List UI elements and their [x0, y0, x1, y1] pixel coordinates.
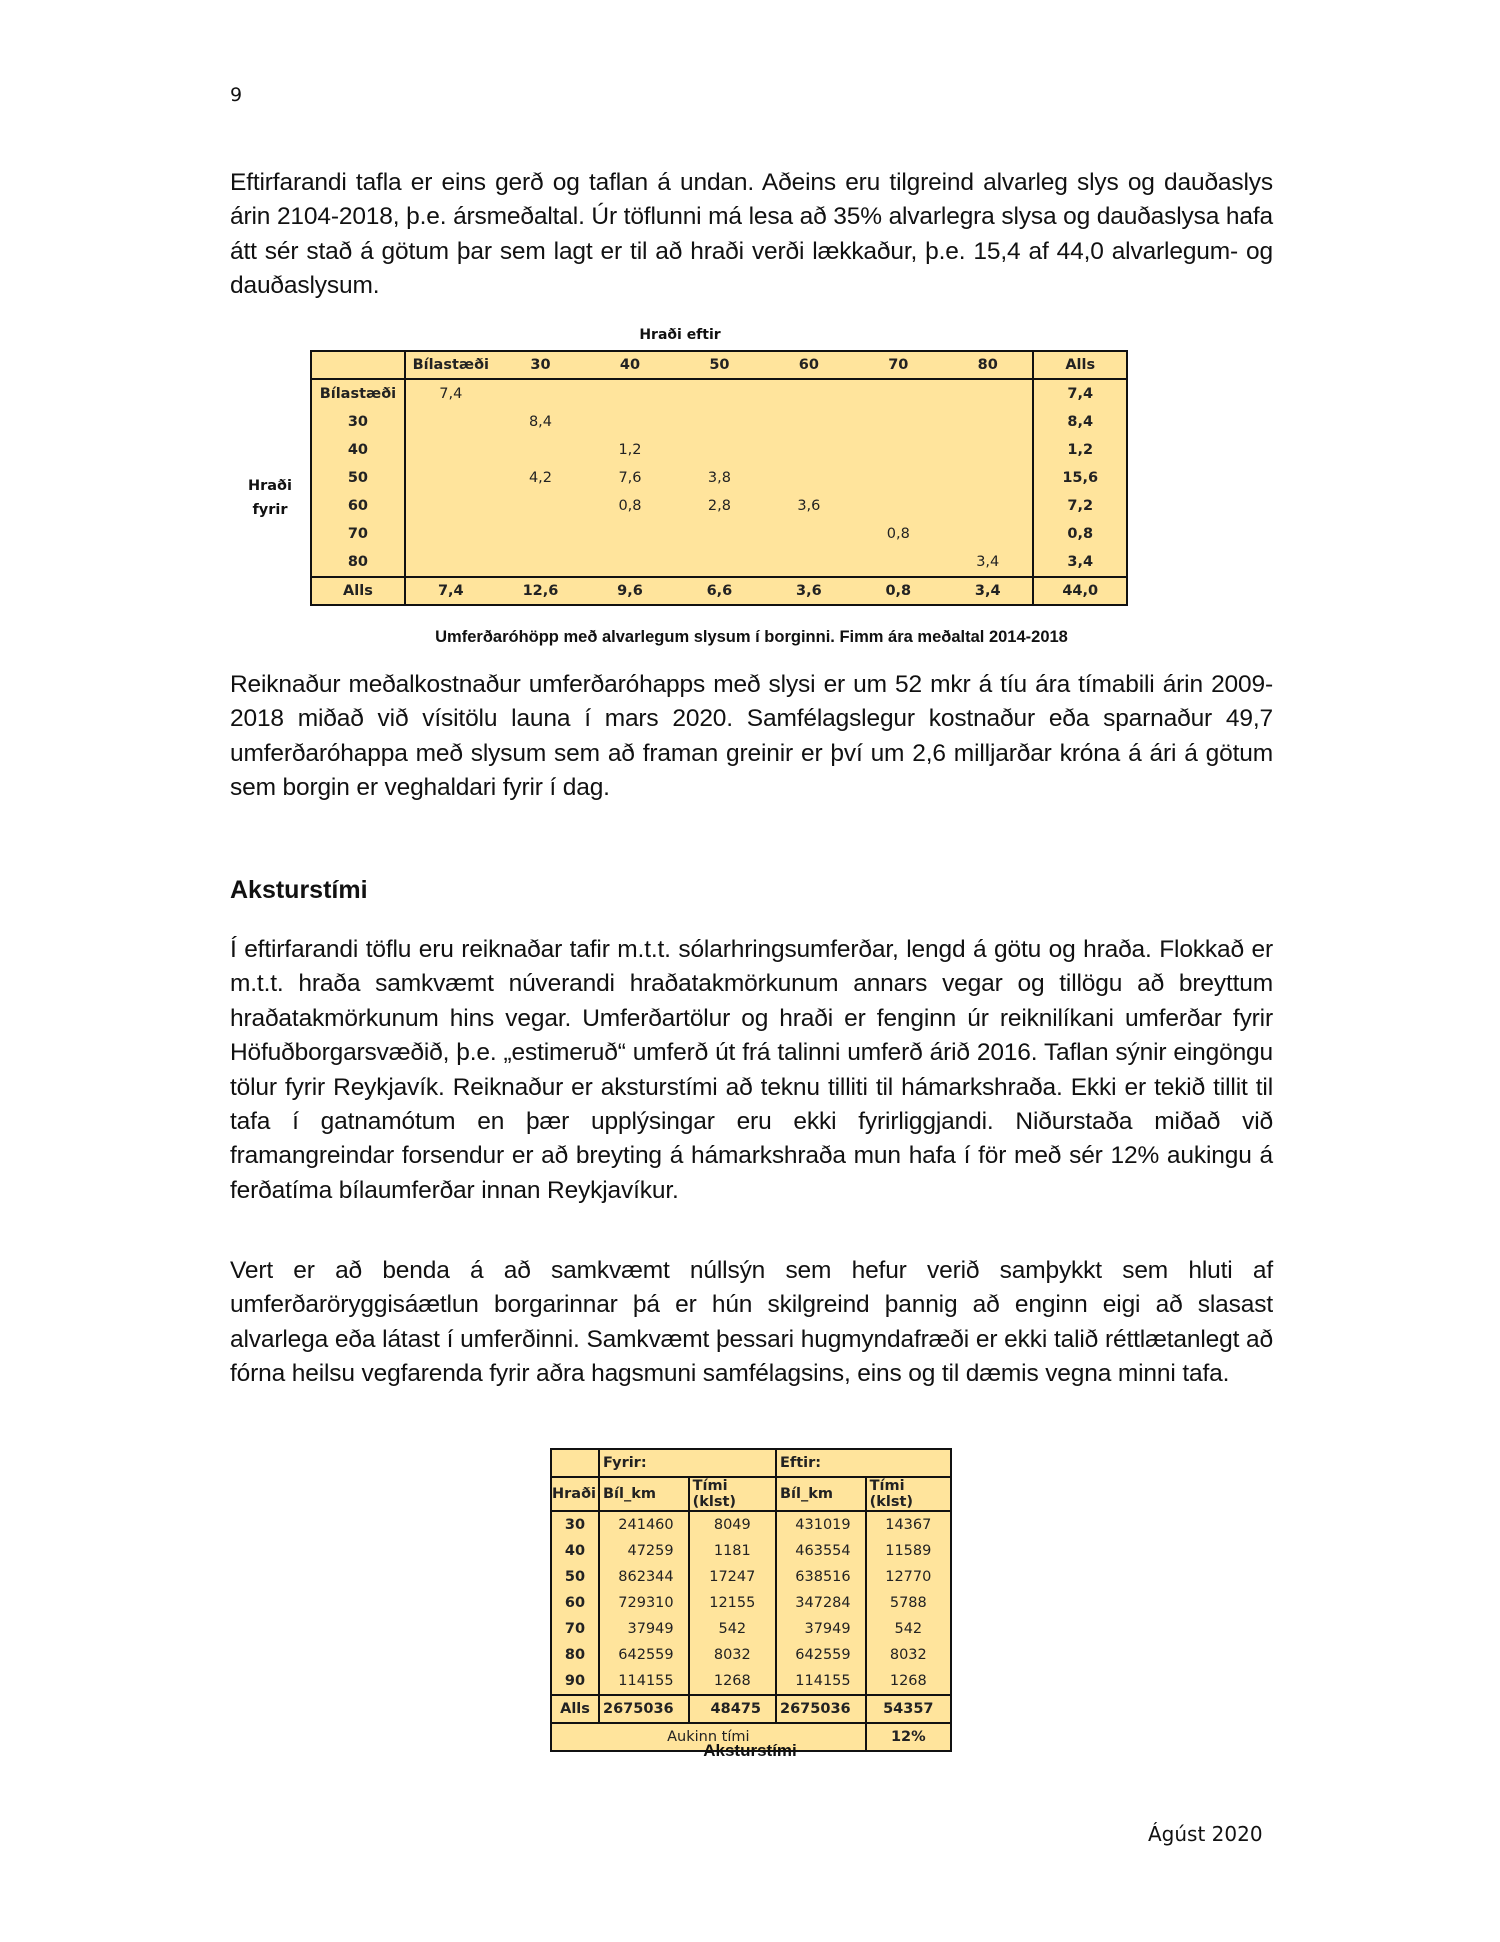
cell: [764, 408, 853, 436]
corner-cell: [311, 351, 405, 379]
sum-cell: 48475: [689, 1695, 776, 1723]
table-sum-row: [551, 1695, 951, 1723]
cell: [854, 464, 943, 492]
cell: 12770: [866, 1564, 951, 1590]
speed-cell: 50: [551, 1564, 599, 1590]
cell: 463554: [776, 1538, 866, 1564]
table-row: [551, 1616, 951, 1642]
cell: [764, 464, 853, 492]
cell: 114155: [776, 1668, 866, 1695]
col-header: 80: [943, 351, 1033, 379]
travel-time-table: [550, 1448, 952, 1752]
cell: [585, 548, 674, 577]
cell: 729310: [599, 1590, 689, 1616]
cell: 0,8: [886, 526, 910, 542]
cell: [675, 520, 764, 548]
speed-cell: 30: [551, 1511, 599, 1538]
row-total: 15,6: [1033, 464, 1127, 492]
cell: [405, 492, 496, 520]
cell: [585, 379, 674, 408]
row-header: Alls: [311, 577, 405, 605]
travel-time-paragraph: Í eftirfarandi töflu eru reiknaðar tafir m.t.t. sólarhringsumferðar, lengd á götu og hraða. Flokkað er m.t.t. hraða samkvæmt núverandi hraðatakmörkunum annars vegar og tillögu að breyttum hraðatakmörkunum hins vegar. Umferðartölur og hraði er fenginn úr reiknilíkani umferðar fyrir Höfuðborgarsvæðið, þ.e. „estimeruð“ umferð út frá talinni umferð árið 2016. Taflan sýnir eingöngu tölur fyrir Reykjavík. Reiknaður er aksturstími að teknu tilliti til hámarkshraða. Ekki er tekið tillit til tafa í gatnamótum en þær upplýsingar eru ekki fyrirliggjandi. Niðurstaða miðað við framangreindar forsendur er að breyting á hámarkshraða mun hafa í för með sér 12% aukingu á ferðatíma bílaumferðar innan Reykjavíkur.: [230, 936, 1273, 1204]
table-row: [551, 1642, 951, 1668]
cell: [496, 520, 586, 548]
cell: 542: [689, 1616, 776, 1642]
cell: 2,8: [707, 498, 731, 514]
col-header: 40: [585, 351, 674, 379]
row-total: 7,4: [1033, 379, 1127, 408]
cell: [675, 379, 764, 408]
cell: [764, 520, 853, 548]
cell: [405, 436, 496, 464]
speed-cell: 90: [551, 1668, 599, 1695]
col-header: 30: [496, 351, 586, 379]
increase-label: Aukinn tími: [551, 1723, 866, 1751]
corner-cell: [551, 1449, 599, 1477]
cell: [675, 408, 764, 436]
table-row: [311, 548, 1127, 577]
table1-row-axis-label: [245, 474, 295, 522]
cell: 542: [866, 1616, 951, 1642]
row-header: Bílastæði: [311, 379, 405, 408]
cell: [854, 408, 943, 436]
row-total: 7,2: [1033, 492, 1127, 520]
cell: [585, 520, 674, 548]
increase-value: 12%: [866, 1723, 951, 1751]
cell: [405, 464, 496, 492]
cell: 47259: [599, 1538, 689, 1564]
sum-cell: 3,4: [943, 577, 1033, 605]
cell: [943, 436, 1033, 464]
cell: [943, 492, 1033, 520]
cell: 3,4: [976, 554, 1000, 570]
cell: 8049: [689, 1511, 776, 1538]
row-header: 40: [311, 436, 405, 464]
cell: 11589: [866, 1538, 951, 1564]
sum-label: Alls: [551, 1695, 599, 1723]
col-header: 70: [854, 351, 943, 379]
cell: [675, 548, 764, 577]
row-axis-label-line2: fyrir: [252, 502, 288, 518]
cell: 431019: [776, 1511, 866, 1538]
speed-cell: 70: [551, 1616, 599, 1642]
cell: 4,2: [528, 470, 553, 486]
table1-caption: Umferðaróhöpp með alvarlegum slysum í borginni. Fimm ára meðaltal 2014-2018: [435, 628, 1068, 646]
cell: 17247: [689, 1564, 776, 1590]
row-total: 0,8: [1033, 520, 1127, 548]
col-header: Bílastæði: [405, 351, 496, 379]
row-header: 60: [311, 492, 405, 520]
cell: 3,6: [797, 498, 821, 514]
row-total: 1,2: [1033, 436, 1127, 464]
cell: 1181: [689, 1538, 776, 1564]
cell: [496, 436, 586, 464]
cell: [405, 548, 496, 577]
table-row: [311, 492, 1127, 520]
group-after: Eftir:: [776, 1449, 951, 1477]
cell: [496, 492, 586, 520]
cell: [943, 408, 1033, 436]
col-header: Bíl_km: [776, 1477, 866, 1511]
group-header-row: [551, 1449, 951, 1477]
page-footer-date: Ágúst 2020: [1148, 1822, 1263, 1846]
cell: 5788: [866, 1590, 951, 1616]
speed-cell: 40: [551, 1538, 599, 1564]
cell: [943, 520, 1033, 548]
row-header: 80: [311, 548, 405, 577]
cell: 638516: [776, 1564, 866, 1590]
group-before: Fyrir:: [599, 1449, 776, 1477]
section-heading: Aksturstími: [230, 876, 368, 904]
col-header: Tími (klst): [866, 1477, 951, 1511]
intro-paragraph: Eftirfarandi tafla er eins gerð og taflan á undan. Aðeins eru tilgreind alvarleg slys og dauðaslys árin 2104-2018, þ.e. ársmeðaltal. Úr töflunni má lesa að 35% alvarlegra slysa og dauðaslysa hafa átt sér stað á götum þar sem lagt er til að hraði verði lækkaður, þ.e. 15,4 af 44,0 alvarlegum- og dauðaslysum.: [230, 169, 1273, 300]
cell: 37949: [599, 1616, 689, 1642]
row-axis-label-line1: Hraði: [247, 478, 292, 494]
col-header: Bíl_km: [599, 1477, 689, 1511]
cell: [854, 436, 943, 464]
cell: [496, 379, 586, 408]
sum-cell: 54357: [866, 1695, 951, 1723]
vision-zero-paragraph: Vert er að benda á að samkvæmt núllsýn sem hefur verið samþykkt sem hluti af umferðaröryggisáætlun borgarinnar þá er hún skilgreind þannig að enginn eigi að slasast alvarlega eða látast í umferðinni. Samkvæmt þessari hugmyndafræði er ekki talið réttlætanlegt að fórna heilsu vegfarenda fyrir aðra hagsmuni samfélagsins, eins og til dæmis vegna minni tafa.: [230, 1257, 1273, 1388]
table-row: [551, 1564, 951, 1590]
col-header: 60: [764, 351, 853, 379]
row-header: 50: [311, 464, 405, 492]
cell: 1268: [689, 1668, 776, 1695]
row-total: 3,4: [1033, 548, 1127, 577]
cell: 3,8: [707, 470, 731, 486]
table-row: [551, 1511, 951, 1538]
sum-cell: 9,6: [585, 577, 674, 605]
cell: [764, 548, 853, 577]
cell: 0,8: [618, 498, 642, 514]
table-row: [311, 436, 1127, 464]
cell: 7,6: [618, 470, 642, 486]
cell: 241460: [599, 1511, 689, 1538]
cell: 12155: [689, 1590, 776, 1616]
cell: [405, 408, 496, 436]
table-row: [551, 1590, 951, 1616]
table1-column-axis-label: Hraði eftir: [639, 327, 721, 343]
cell: 37949: [776, 1616, 866, 1642]
table-row: [311, 379, 1127, 408]
sum-cell: 12,6: [496, 577, 586, 605]
cell: 114155: [599, 1668, 689, 1695]
cell: 8032: [866, 1642, 951, 1668]
table-row: [311, 408, 1127, 436]
table-header-row: [551, 1477, 951, 1511]
col-header: Hraði: [551, 1477, 599, 1511]
cell: [943, 464, 1033, 492]
row-header: 30: [311, 408, 405, 436]
cell: [854, 379, 943, 408]
cell: 7,4: [439, 386, 463, 402]
cell: [764, 379, 853, 408]
sum-cell: 3,6: [764, 577, 853, 605]
cell: 1,2: [618, 442, 642, 458]
row-total: 8,4: [1033, 408, 1127, 436]
table-row: [551, 1538, 951, 1564]
speed-cell: 80: [551, 1642, 599, 1668]
sum-cell: 6,6: [675, 577, 764, 605]
speed-cell: 60: [551, 1590, 599, 1616]
cell: 642559: [776, 1642, 866, 1668]
table2-caption: Aksturstími: [703, 1741, 797, 1760]
table-row: [311, 464, 1127, 492]
page-number: 9: [230, 84, 243, 106]
cell: [854, 492, 943, 520]
grand-total: 44,0: [1033, 577, 1127, 605]
col-header: Tími (klst): [689, 1477, 776, 1511]
cell: [854, 548, 943, 577]
sum-cell: 2675036: [599, 1695, 689, 1723]
cell: [675, 436, 764, 464]
sum-cell: 0,8: [854, 577, 943, 605]
sum-cell: 2675036: [776, 1695, 866, 1723]
cell: [585, 408, 674, 436]
cell: [496, 548, 586, 577]
col-header-total: Alls: [1033, 351, 1127, 379]
row-header: 70: [311, 520, 405, 548]
cell: [764, 436, 853, 464]
cell: 1268: [866, 1668, 951, 1695]
cell: [943, 379, 1033, 408]
serious-accidents-table: [310, 350, 1128, 606]
cell: 8,4: [528, 414, 553, 430]
table-row: [311, 520, 1127, 548]
cell: 8032: [689, 1642, 776, 1668]
col-header: 50: [675, 351, 764, 379]
cell: 14367: [866, 1511, 951, 1538]
cell: 862344: [599, 1564, 689, 1590]
table-sum-row: [311, 577, 1127, 605]
cost-paragraph: Reiknaður meðalkostnaður umferðaróhapps með slysi er um 52 mkr á tíu ára tímabili árin 2009-2018 miðað við vísitölu launa í mars 2020. Samfélagslegur kostnaður eða sparnaður 49,7 umferðaróhappa með slysum sem að framan greinir er því um 2,6 milljarðar króna á ári á götum sem borgin er veghaldari fyrir í dag.: [230, 671, 1273, 802]
table-header-row: [311, 351, 1127, 379]
table-row: [551, 1668, 951, 1695]
cell: 347284: [776, 1590, 866, 1616]
cell: 642559: [599, 1642, 689, 1668]
cell: [405, 520, 496, 548]
sum-cell: 7,4: [405, 577, 496, 605]
